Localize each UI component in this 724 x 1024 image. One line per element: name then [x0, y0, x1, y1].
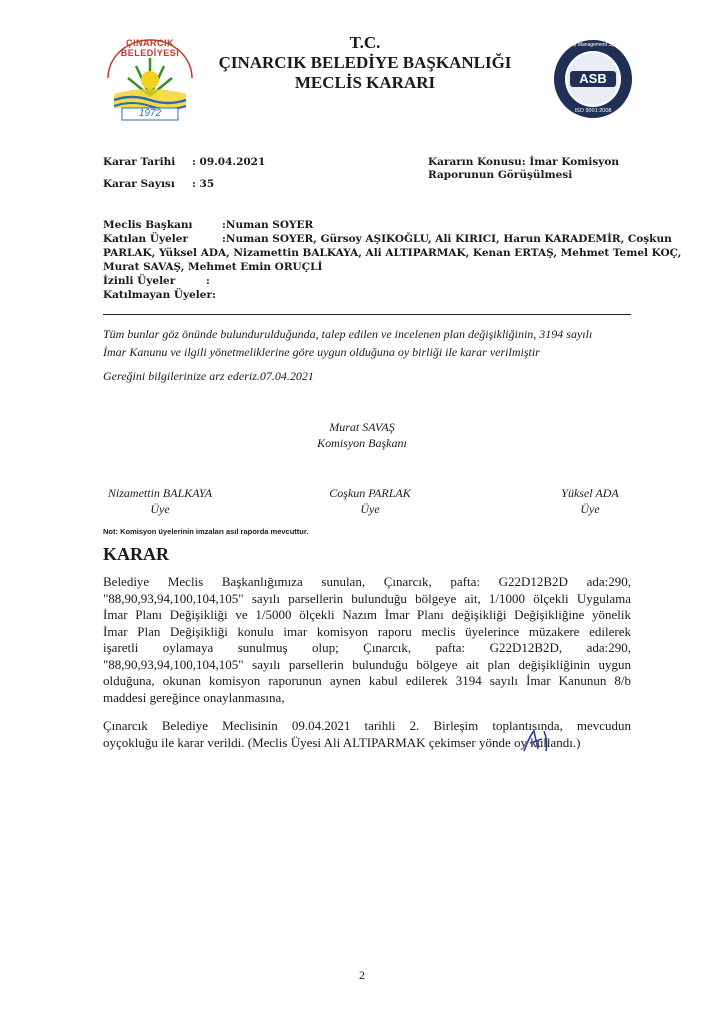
header-tc: T.C. [349, 33, 381, 52]
iso-ring-text: Quality Management System [560, 42, 626, 48]
decision-heading: KARAR [103, 544, 169, 564]
karar-tarihi-value: : 09.04.2021 [192, 156, 266, 168]
karar-tarihi-label: Karar Tarihi [103, 156, 176, 168]
decision-p1-line: "88,90,93,94,100,104,105" sayılı parsellerin bulunduğu bölgeye ait, 1/1000 ölçekli Uygulama [103, 590, 631, 606]
header-doc-type: MECLİS KARARI [294, 73, 436, 92]
chair-title: Komisyon Başkanı [317, 436, 407, 450]
logo-top-text: ÇINARCIK BELEDİYESİ [120, 38, 180, 58]
decision-p1-line: "88,90,93,94,100,104,105" sayılı parsellerin bulunduğu bölgeye ait plan değişikliğinin uygun [103, 656, 631, 672]
decision-paragraph-1 [103, 574, 631, 706]
katilmayan-label: Katılmayan Üyeler: [103, 289, 216, 301]
page-number: 2 [359, 968, 365, 982]
baskan-value: :Numan SOYER [222, 219, 314, 231]
member-2-title: Üye [360, 502, 380, 516]
decision-p1-line: işaretli oylamaya sunulmuş olup; Çınarcık, pafta: G22D12B2D, ada:290, [103, 640, 631, 655]
iso-certification-logo [552, 38, 634, 120]
katilan-line-2: PARLAK, Yüksel ADA, Nizamettin BALKAYA, Ali ALTIPARMAK, Kenan ERTAŞ, Mehmet Temel KOÇ, [103, 247, 682, 259]
report-line-1: Tüm bunlar göz önünde bulundurulduğunda, talep edilen ve incelenen plan değişikliğinin, 3194 sayılı [103, 327, 593, 341]
member-1-title: Üye [150, 502, 170, 516]
section-divider [103, 314, 631, 315]
report-line-2: İmar Kanunu ve ilgili yönetmeliklerine göre uygun olduğuna oy birliği ile karar verilmiştir [103, 345, 540, 359]
iso-standard: ISO 9001:2008 [574, 108, 612, 114]
chair-name: Murat SAVAŞ [329, 420, 395, 434]
konu-value-2: Raporunun Görüşülmesi [428, 169, 573, 181]
member-3-name: Yüksel ADA [561, 486, 619, 500]
header-institution: ÇINARCIK BELEDİYE BAŞKANLIĞI [218, 53, 512, 72]
konu-label [428, 156, 619, 169]
decision-p1-line: olduğuna, okunan komisyon raporunun aynen kabul edilerek 3194 sayılı İmar Kanunun 8/b [103, 673, 631, 688]
konu-value-1: İmar Komisyon [529, 156, 619, 168]
decision-p1-line: İmar Plan Değişikliği konulu imar komisyon raporu meclis üyelerince müzakere edilerek [103, 623, 631, 639]
decision-p1-line: maddesi gereğince onaylanmasına, [103, 689, 285, 705]
katilan-line-3: Murat SAVAŞ, Mehmet Emin ORUÇLİ [103, 261, 323, 273]
karar-sayisi-value: : 35 [192, 178, 215, 190]
handwritten-initial-mark [520, 727, 556, 755]
baskan-label: Meclis Başkanı [103, 219, 193, 231]
signature-note: Not: Komisyon üyelerinin imzaları asıl raporda mevcuttur. [103, 527, 309, 536]
izinli-label: İzinli Üyeler [103, 275, 176, 287]
izinli-value: : [206, 275, 210, 287]
decision-p1-line: İmar Planı Değişikliği ve 1/5000 ölçekli Nazım İmar Planı değişikliği Değişikliğine yönelik [103, 607, 631, 622]
iso-logo-letters: ASB [579, 71, 607, 86]
decision-p1-line: Belediye Meclis Başkanlığımıza sunulan, Çınarcık, pafta: G22D12B2D ada:290, [103, 574, 631, 589]
decision-p2-line: oyçokluğu ile karar verildi. (Meclis Üyesi Ali ALTIPARMAK çekimser yönde oy kullandı.) [103, 734, 581, 750]
logo-year: 1972 [138, 108, 162, 119]
member-2-name: Coşkun PARLAK [329, 486, 411, 500]
report-closing: Gereğini bilgilerinize arz ederiz.07.04.2021 [103, 369, 314, 383]
member-1-name: Nizamettin BALKAYA [107, 486, 213, 500]
katilan-label: Katılan Üyeler [103, 233, 188, 245]
municipality-logo [100, 36, 200, 122]
member-3-title: Üye [580, 502, 600, 516]
konu-label-text: Kararın Konusu: [428, 156, 526, 168]
decision-p2-line: Çınarcık Belediye Meclisinin 09.04.2021 tarihli 2. Birleşim toplantısında, mevcudun [103, 718, 631, 733]
karar-sayisi-label: Karar Sayısı [103, 178, 175, 190]
katilan-line-1: :Numan SOYER, Gürsoy AŞIKOĞLU, Ali KIRICI, Harun KARADEMİR, Coşkun [222, 233, 672, 245]
